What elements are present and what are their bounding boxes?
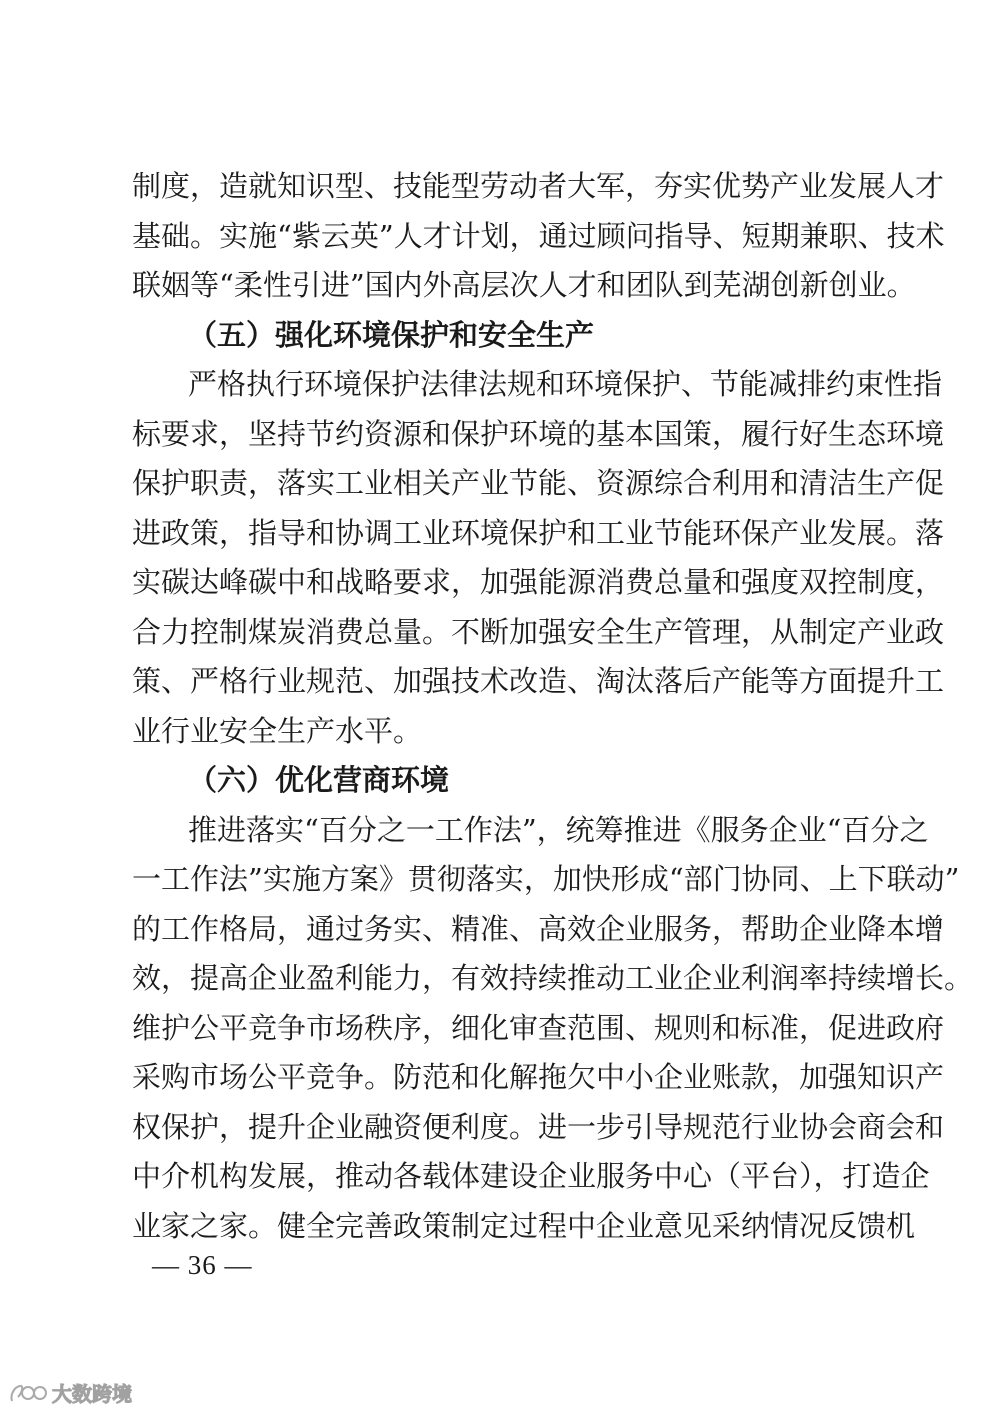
paragraph-line: 联姻等“柔性引进”国内外高层次人才和团队到芜湖创新创业。 — [132, 268, 916, 302]
paragraph-line: 一工作法”实施方案》贯彻落实，加快形成“部门协同、上下联动” — [132, 862, 960, 896]
paragraph-line: 策、严格行业规范、加强技术改造、淘汰落后产能等方面提升工 — [132, 664, 945, 698]
paragraph-line: 推进落实“百分之一工作法”，统筹推进《服务企业“百分之 — [188, 812, 929, 847]
paragraph-line: 严格执行环境保护法律法规和环境保护、节能减排约束性指 — [188, 367, 943, 401]
paragraph-line: 权保护，提升企业融资便利度。进一步引导规范行业协会商会和 — [132, 1109, 945, 1144]
page-number: — 36 — — [152, 1250, 253, 1280]
paragraph-line: 中介机构发展，推动各载体建设企业服务中心（平台），打造企 — [132, 1159, 930, 1193]
watermark-text: 大数跨境 — [52, 1382, 132, 1406]
paragraph-line: 合力控制煤炭消费总量。不断加强安全生产管理，从制定产业政 — [132, 614, 945, 649]
paragraph-line: 实碳达峰碳中和战略要求，加强能源消费总量和强度双控制度， — [132, 565, 945, 599]
paragraph-line: 保护职责，落实工业相关产业节能、资源综合利用和清洁生产促 — [132, 466, 945, 500]
paragraph-line: 标要求，坚持节约资源和保护环境的基本国策，履行好生态环境 — [132, 416, 945, 451]
paragraph-line: 效，提高企业盈利能力，有效持续推动工业企业利润率持续增长。 — [132, 961, 974, 995]
paragraph-line: 业家之家。健全完善政策制定过程中企业意见采纳情况反馈机 — [132, 1208, 916, 1243]
body-text — [132, 162, 974, 1251]
paragraph-line: 进政策，指导和协调工业环境保护和工业节能环保产业发展。落 — [132, 515, 945, 550]
paragraph-line: 基础。实施“紫云英”人才计划，通过顾问指导、短期兼职、技术 — [132, 218, 945, 253]
watermark — [8, 1378, 132, 1407]
paragraph-line: 维护公平竞争市场秩序，细化审查范围、规则和标准，促进政府 — [132, 1010, 945, 1045]
paragraph-line: 业行业安全生产水平。 — [132, 713, 423, 748]
paragraph-line: 的工作格局，通过务实、精准、高效企业服务，帮助企业降本增 — [132, 911, 945, 946]
paragraph-line: 制度，造就知识型、技能型劳动者大军，夯实优势产业发展人才 — [132, 169, 945, 203]
section-heading: （六）优化营商环境 — [188, 763, 450, 797]
watermark-logo-icon — [8, 1381, 48, 1405]
section-heading: （五）强化环境保护和安全生产 — [188, 317, 595, 352]
paragraph-line: 采购市场公平竞争。防范和化解拖欠中小企业账款，加强知识产 — [132, 1060, 945, 1094]
